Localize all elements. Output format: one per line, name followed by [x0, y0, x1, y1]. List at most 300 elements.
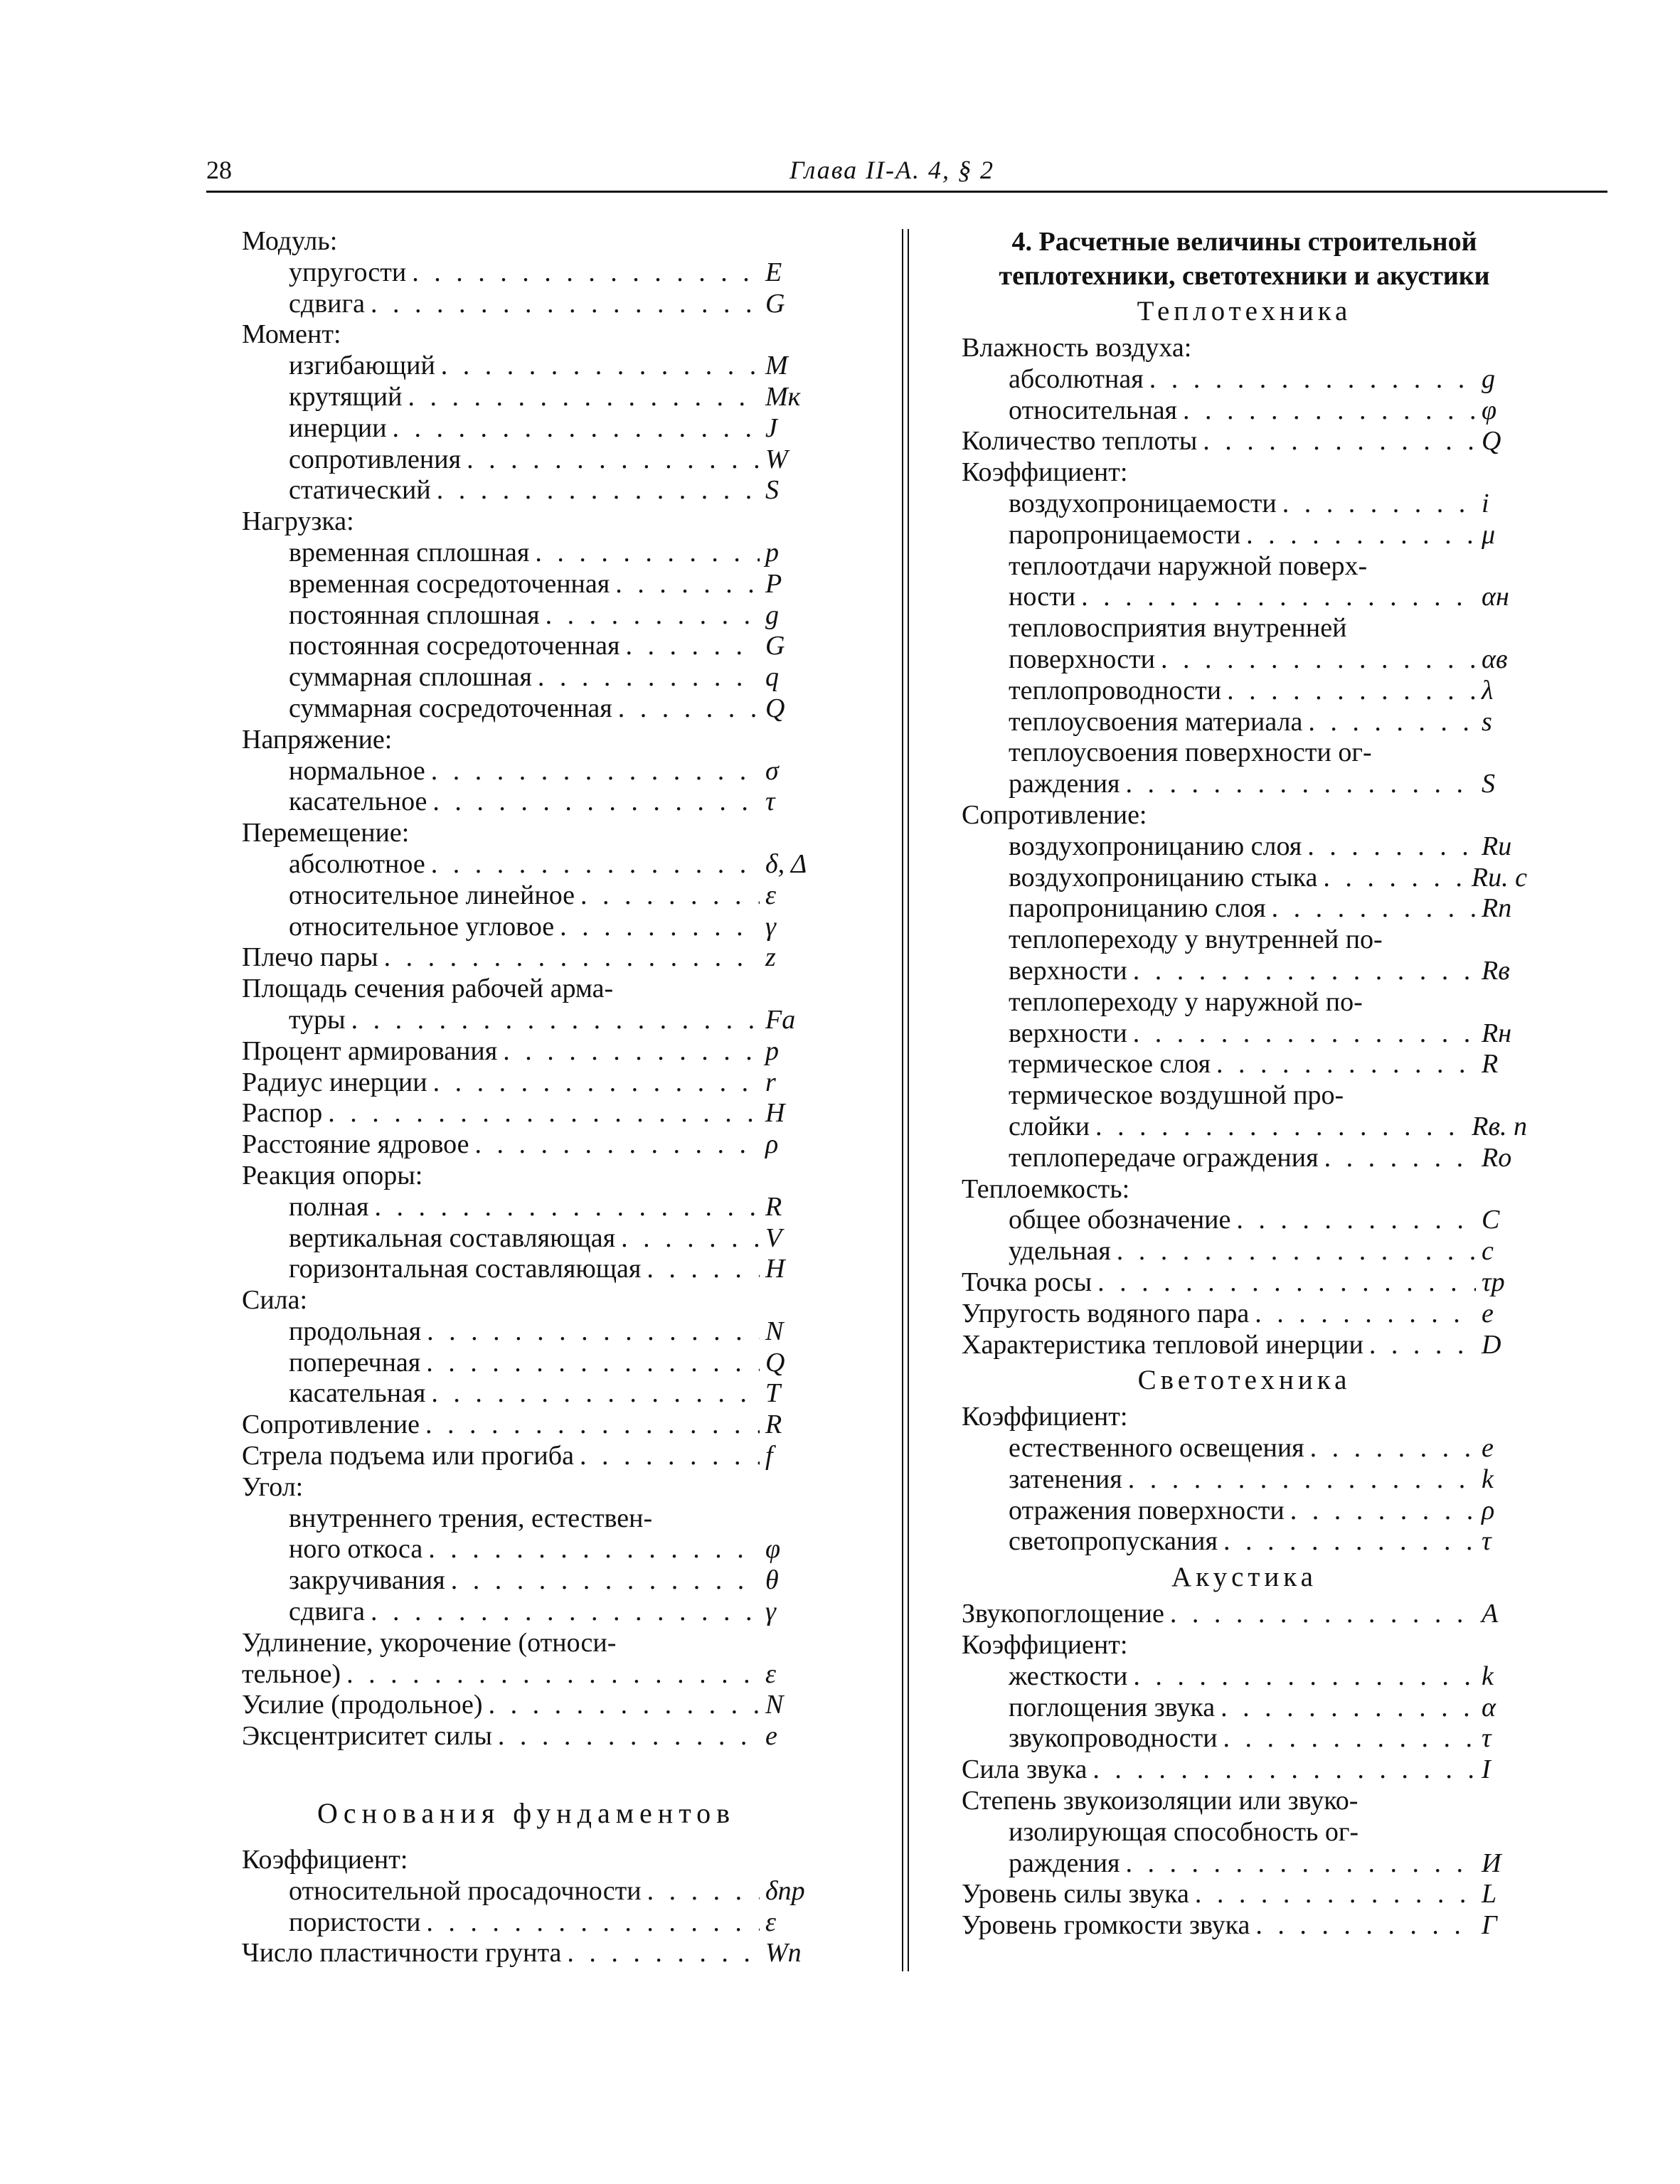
- dot-leader: [428, 1534, 760, 1565]
- dot-leader: [426, 1348, 760, 1379]
- dot-leader: [1117, 1236, 1476, 1267]
- symbol-entry: [962, 1174, 1527, 1205]
- entry-label: Коэффициент:: [962, 1630, 1128, 1661]
- entry-label: Удлинение, укорочение (относи-: [242, 1627, 617, 1658]
- symbol-entry: [242, 1690, 811, 1721]
- symbol-entry: [242, 1348, 811, 1379]
- entry-symbol: s: [1482, 706, 1492, 737]
- symbol-entry: [962, 769, 1527, 800]
- entry-label: пористости: [289, 1907, 421, 1937]
- symbol-entry: [242, 444, 811, 476]
- entry-symbol: E: [765, 257, 782, 287]
- column-divider: [902, 229, 909, 1971]
- dot-leader: [441, 351, 760, 382]
- dot-leader: [626, 631, 760, 662]
- symbol-entry: [242, 1285, 811, 1316]
- symbol-entry: [242, 1316, 811, 1348]
- dot-leader: [1125, 1848, 1476, 1880]
- symbol-entry: [962, 1299, 1527, 1330]
- symbol-entry: [962, 676, 1527, 707]
- entry-label: полная: [289, 1191, 369, 1222]
- entry-label: теплоотдачи наружной поверх-: [1009, 550, 1368, 581]
- entry-symbol: ρ: [1482, 1495, 1495, 1525]
- entry-label: относительной просадочности: [289, 1875, 642, 1906]
- symbol-entry: [242, 1036, 811, 1067]
- entry-symbol: ε: [765, 1907, 776, 1937]
- entry-label: ного откоса: [289, 1534, 423, 1565]
- dot-leader: [1128, 1464, 1476, 1496]
- dot-leader: [1095, 1112, 1466, 1143]
- symbol-entry: [962, 1205, 1527, 1236]
- entry-label: термическое воздушной про-: [1009, 1080, 1344, 1111]
- entry-label: касательное: [289, 787, 427, 817]
- symbol-entry: [242, 1192, 811, 1223]
- entry-symbol: φ: [765, 1534, 781, 1565]
- entry-label: Точка росы: [962, 1267, 1092, 1297]
- symbol-entry: [962, 1910, 1527, 1941]
- symbol-entry: [962, 1112, 1527, 1143]
- entry-symbol: Rи: [1482, 831, 1512, 861]
- dot-leader: [1223, 1723, 1476, 1754]
- entry-symbol: A: [1482, 1599, 1499, 1629]
- dot-leader: [1255, 1299, 1476, 1330]
- symbol-entry: [242, 756, 811, 787]
- entry-symbol: S: [1482, 769, 1495, 799]
- entry-label: Уровень громкости звука: [962, 1910, 1250, 1941]
- dot-leader: [1125, 769, 1476, 800]
- entry-label: общее обозначение: [1009, 1205, 1231, 1235]
- entry-label: Характеристика тепловой инерции: [962, 1329, 1363, 1360]
- entry-symbol: I: [1482, 1754, 1491, 1785]
- dot-leader: [412, 257, 760, 289]
- entry-label: Расстояние ядровое: [242, 1129, 469, 1160]
- entry-symbol: z: [765, 942, 776, 973]
- entry-label: тельное): [242, 1658, 341, 1689]
- lighting-symbol-list: [962, 1402, 1527, 1557]
- entry-label: Степень звукоизоляции или звуко-: [962, 1786, 1359, 1816]
- dot-leader: [546, 600, 760, 632]
- symbol-entry: [242, 319, 811, 351]
- symbol-entry: [962, 333, 1527, 364]
- entry-symbol: N: [765, 1690, 784, 1720]
- entry-label: Коэффициент:: [962, 457, 1128, 488]
- entry-symbol: Rв: [1482, 955, 1510, 986]
- dot-leader: [384, 942, 760, 974]
- left-column: [242, 226, 811, 1969]
- entry-label: инерции: [289, 412, 387, 443]
- entry-symbol: Q: [765, 693, 785, 723]
- entry-symbol: γ: [765, 1597, 776, 1627]
- symbol-entry: [962, 1464, 1527, 1496]
- entry-label: светопропускания: [1009, 1526, 1218, 1557]
- entry-label: теплопередаче ограждения: [1009, 1142, 1319, 1173]
- dot-leader: [1310, 1433, 1476, 1464]
- entry-label: внутреннего трения, естествен-: [289, 1503, 653, 1533]
- entry-symbol: R: [765, 1410, 782, 1440]
- dot-leader: [393, 413, 760, 444]
- dot-leader: [431, 756, 760, 787]
- symbol-entry: [242, 942, 811, 974]
- entry-label: Перемещение:: [242, 818, 410, 848]
- entry-label: упругости: [289, 257, 407, 287]
- symbol-entry: [242, 351, 811, 382]
- symbol-entry: [242, 1005, 811, 1036]
- symbol-entry: [242, 1441, 811, 1472]
- symbol-entry: [242, 1098, 811, 1129]
- symbol-entry: [962, 1018, 1527, 1050]
- dot-leader: [432, 787, 760, 818]
- entry-label: паропроницанию слоя: [1009, 893, 1266, 924]
- dot-leader: [580, 880, 760, 912]
- symbol-entry: [962, 1693, 1527, 1724]
- section-title-line-1: 4. Расчетные величины строительной: [1011, 227, 1477, 257]
- entry-label: Плечо пары: [242, 942, 378, 973]
- entry-symbol: Rв. п: [1472, 1111, 1527, 1141]
- entry-symbol: e: [1482, 1298, 1494, 1328]
- symbol-entry: [962, 863, 1527, 894]
- symbol-entry: [962, 1817, 1527, 1848]
- symbol-entry: [242, 1565, 811, 1597]
- entry-symbol: D: [1482, 1329, 1501, 1360]
- dot-leader: [535, 538, 760, 569]
- entry-label: Теплоемкость:: [962, 1173, 1130, 1204]
- entry-label: естественного освещения: [1009, 1433, 1304, 1464]
- entry-symbol: Г: [1482, 1910, 1497, 1941]
- dot-leader: [580, 1441, 760, 1472]
- dot-leader: [351, 1005, 760, 1036]
- entry-symbol: Rо: [1482, 1142, 1512, 1173]
- dot-leader: [615, 569, 760, 600]
- entry-label: относительная: [1009, 395, 1178, 425]
- symbol-entry: [962, 1049, 1527, 1080]
- symbol-entry: [242, 1938, 811, 1969]
- symbol-entry: [242, 693, 811, 725]
- entry-label: теплопроводности: [1009, 675, 1222, 705]
- dot-leader: [426, 1907, 760, 1939]
- entry-label: Уровень силы звука: [962, 1879, 1189, 1909]
- entry-symbol: Wп: [765, 1938, 802, 1969]
- entry-label: ности: [1009, 582, 1076, 612]
- entry-symbol: αв: [1482, 644, 1508, 674]
- symbol-entry: [242, 849, 811, 880]
- symbol-entry: [962, 1786, 1527, 1817]
- symbol-entry: [242, 506, 811, 538]
- entry-label: нормальное: [289, 755, 425, 786]
- entry-label: паропроницаемости: [1009, 519, 1241, 550]
- symbol-entry: [242, 818, 811, 849]
- page-number: 28: [206, 156, 232, 184]
- entry-label: теплоусвоения поверхности ог-: [1009, 737, 1372, 768]
- dot-leader: [1203, 426, 1476, 457]
- entry-symbol: μ: [1482, 519, 1496, 550]
- dot-leader: [371, 1597, 760, 1628]
- symbol-entry: [242, 1254, 811, 1285]
- entry-symbol: q: [765, 662, 779, 693]
- entry-symbol: Rп: [1482, 893, 1512, 924]
- entry-symbol: ρ: [765, 1129, 779, 1160]
- entry-label: горизонтальная составляющая: [289, 1254, 642, 1284]
- entry-symbol: λ: [1482, 675, 1494, 705]
- entry-symbol: α: [1482, 1692, 1496, 1722]
- entry-label: Процент армирования: [242, 1035, 498, 1066]
- entry-symbol: J: [765, 412, 777, 443]
- dot-leader: [560, 912, 760, 943]
- entry-symbol: e: [765, 1721, 777, 1752]
- entry-symbol: C: [1482, 1205, 1500, 1235]
- entry-label: Реакция опоры:: [242, 1160, 423, 1190]
- entry-label: Момент:: [242, 319, 341, 350]
- entry-symbol: T: [765, 1378, 781, 1409]
- entry-symbol: τр: [1482, 1267, 1505, 1297]
- dot-leader: [618, 693, 760, 725]
- entry-label: раждения: [1009, 769, 1120, 799]
- entry-symbol: Rи. с: [1471, 862, 1527, 893]
- symbol-entry: [962, 1754, 1527, 1786]
- symbol-entry: [962, 925, 1527, 956]
- dot-leader: [647, 1876, 760, 1907]
- dot-leader: [489, 1690, 760, 1721]
- dot-leader: [1227, 676, 1476, 707]
- entry-label: сопротивления: [289, 444, 462, 474]
- symbol-entry: [962, 1143, 1527, 1174]
- entry-label: относительное линейное: [289, 880, 575, 910]
- dot-leader: [1236, 1205, 1476, 1236]
- entry-label: Влажность воздуха:: [962, 333, 1192, 363]
- symbol-entry: [962, 1267, 1527, 1299]
- dot-leader: [425, 1410, 760, 1441]
- symbol-entry: [962, 426, 1527, 457]
- entry-symbol: i: [1482, 488, 1489, 518]
- symbol-entry: [962, 551, 1527, 582]
- entry-label: изолирующая способность ог-: [1009, 1816, 1359, 1847]
- dot-leader: [1369, 1330, 1476, 1361]
- entry-symbol: τ: [1482, 1526, 1492, 1557]
- entry-label: верхности: [1009, 955, 1127, 986]
- symbol-entry: [242, 631, 811, 662]
- foundations-symbol-list: [242, 1845, 811, 1969]
- symbol-entry: [962, 1723, 1527, 1754]
- symbol-entry: [962, 1433, 1527, 1464]
- dot-leader: [1149, 364, 1476, 395]
- symbol-entry: [962, 1402, 1527, 1433]
- entry-label: суммарная сплошная: [289, 662, 532, 693]
- symbol-entry: [242, 662, 811, 693]
- entry-label: постоянная сосредоточенная: [289, 631, 620, 661]
- symbol-entry: [962, 1496, 1527, 1527]
- entry-label: Сопротивление:: [962, 799, 1147, 830]
- dot-leader: [431, 1378, 760, 1410]
- entry-label: статический: [289, 475, 431, 506]
- symbol-entry: [962, 1879, 1527, 1910]
- dot-leader: [1161, 644, 1476, 676]
- symbol-entry: [962, 644, 1527, 676]
- dot-leader: [1324, 1143, 1476, 1174]
- dot-leader: [647, 1254, 760, 1285]
- left-symbol-list: [242, 226, 811, 1752]
- symbol-entry: [962, 395, 1527, 427]
- dot-leader: [1323, 863, 1466, 894]
- entry-label: термическое слоя: [1009, 1049, 1211, 1080]
- entry-symbol: g: [1482, 363, 1495, 394]
- entry-label: воздухопроницаемости: [1009, 488, 1277, 518]
- dot-leader: [1246, 520, 1476, 551]
- symbol-entry: [242, 1378, 811, 1410]
- symbol-entry: [242, 1721, 811, 1752]
- entry-label: касательная: [289, 1378, 426, 1409]
- entry-label: Угол:: [242, 1471, 304, 1502]
- symbol-entry: [242, 1472, 811, 1503]
- dot-leader: [1133, 1661, 1476, 1693]
- symbol-entry: [242, 600, 811, 632]
- entry-label: поверхности: [1009, 644, 1156, 674]
- entry-label: Площадь сечения рабочей арма-: [242, 974, 614, 1004]
- entry-label: Усилие (продольное): [242, 1690, 483, 1720]
- dot-leader: [374, 1192, 760, 1223]
- heat-engineering-heading: Теплотехника: [1137, 296, 1352, 326]
- entry-symbol: R: [765, 1191, 782, 1222]
- entry-symbol: τ: [1482, 1723, 1492, 1754]
- page-header: [206, 155, 1607, 191]
- dot-leader: [1195, 1879, 1476, 1910]
- dot-leader: [1272, 893, 1476, 925]
- entry-symbol: Rн: [1482, 1018, 1512, 1048]
- symbol-entry: [242, 1161, 811, 1192]
- entry-label: Распор: [242, 1098, 323, 1129]
- symbol-entry: [242, 413, 811, 444]
- entry-symbol: Fа: [765, 1004, 796, 1035]
- dot-leader: [427, 1316, 760, 1348]
- entry-symbol: Q: [1482, 426, 1501, 457]
- dot-leader: [1216, 1049, 1476, 1080]
- entry-symbol: W: [765, 444, 788, 474]
- dot-leader: [498, 1721, 760, 1752]
- entry-symbol: R: [1482, 1049, 1499, 1080]
- dot-leader: [431, 849, 760, 880]
- entry-label: тепловосприятия внутренней: [1009, 613, 1347, 644]
- entry-label: абсолютное: [289, 848, 425, 879]
- symbol-entry: [242, 289, 811, 320]
- dot-leader: [1170, 1599, 1476, 1630]
- dot-leader: [437, 475, 760, 506]
- symbol-entry: [962, 800, 1527, 831]
- symbol-entry: [242, 257, 811, 289]
- entry-symbol: g: [765, 600, 779, 630]
- dot-leader: [1081, 582, 1476, 613]
- entry-label: суммарная сосредоточенная: [289, 693, 612, 723]
- symbol-entry: [242, 1223, 811, 1255]
- entry-label: Коэффициент:: [962, 1402, 1128, 1432]
- symbol-entry: [962, 1848, 1527, 1880]
- dot-leader: [1092, 1754, 1476, 1786]
- entry-label: раждения: [1009, 1848, 1120, 1878]
- symbol-entry: [962, 520, 1527, 551]
- entry-label: теплоусвоения материала: [1009, 706, 1303, 737]
- entry-symbol: Mк: [765, 381, 801, 412]
- entry-label: удельная: [1009, 1236, 1111, 1267]
- entry-label: звукопроводности: [1009, 1723, 1218, 1754]
- entry-label: относительное угловое: [289, 911, 555, 942]
- symbol-entry: [242, 538, 811, 569]
- symbol-entry: [962, 1080, 1527, 1112]
- entry-symbol: L: [1482, 1879, 1497, 1909]
- dot-leader: [1282, 489, 1476, 520]
- symbol-entry: [242, 1845, 811, 1876]
- entry-label: теплопереходу у внутренней по-: [1009, 925, 1383, 955]
- entry-label: вертикальная составляющая: [289, 1222, 616, 1253]
- symbol-entry: [962, 707, 1527, 738]
- entry-symbol: δпр: [765, 1875, 805, 1906]
- symbol-entry: [962, 1599, 1527, 1630]
- symbol-entry: [962, 613, 1527, 644]
- symbol-entry: [242, 1503, 811, 1535]
- entry-symbol: S: [765, 475, 779, 506]
- entry-label: поперечная: [289, 1347, 421, 1378]
- entry-label: сдвига: [289, 288, 365, 319]
- symbol-entry: [962, 489, 1527, 520]
- symbol-entry: [242, 1876, 811, 1907]
- dot-leader: [1290, 1496, 1476, 1527]
- entry-label: Нагрузка:: [242, 506, 354, 537]
- symbol-entry: [242, 569, 811, 600]
- entry-label: поглощения звука: [1009, 1692, 1216, 1722]
- dot-leader: [328, 1098, 760, 1129]
- entry-label: отражения поверхности: [1009, 1495, 1285, 1525]
- entry-symbol: e: [1482, 1433, 1494, 1464]
- entry-symbol: c: [1482, 1236, 1494, 1267]
- dot-leader: [346, 1659, 760, 1690]
- entry-label: закручивания: [289, 1565, 445, 1596]
- dot-leader: [567, 1938, 760, 1969]
- symbol-entry: [962, 364, 1527, 395]
- entry-label: Модуль:: [242, 226, 338, 256]
- entry-label: верхности: [1009, 1018, 1127, 1048]
- dot-leader: [621, 1223, 760, 1255]
- entry-symbol: f: [765, 1441, 773, 1471]
- acoustics-symbol-list: [962, 1599, 1527, 1941]
- entry-label: Звукопоглощение: [962, 1599, 1164, 1629]
- symbol-entry: [962, 893, 1527, 925]
- symbol-entry: [242, 912, 811, 943]
- dot-leader: [1133, 956, 1476, 987]
- dot-leader: [1183, 395, 1476, 427]
- entry-symbol: αн: [1482, 582, 1509, 612]
- entry-label: Сила:: [242, 1285, 308, 1316]
- right-column: [962, 226, 1527, 1941]
- entry-symbol: γ: [765, 911, 776, 942]
- entry-symbol: θ: [765, 1565, 779, 1596]
- entry-symbol: P: [765, 568, 782, 599]
- entry-symbol: k: [1482, 1661, 1494, 1691]
- entry-symbol: p: [765, 537, 779, 568]
- entry-label: крутящий: [289, 381, 403, 412]
- entry-symbol: τ: [765, 787, 775, 817]
- entry-label: Сила звука: [962, 1754, 1088, 1785]
- header-rule: [206, 191, 1607, 193]
- entry-label: жесткости: [1009, 1661, 1128, 1691]
- entry-symbol: G: [765, 631, 785, 661]
- entry-label: Сопротивление: [242, 1410, 420, 1440]
- symbol-entry: [242, 1659, 811, 1690]
- entry-label: воздухопроницанию слоя: [1009, 831, 1302, 861]
- entry-symbol: p: [765, 1035, 779, 1066]
- entry-label: воздухопроницанию стыка: [1009, 862, 1318, 893]
- entry-symbol: И: [1482, 1848, 1501, 1878]
- entry-label: Количество теплоты: [962, 426, 1198, 457]
- entry-label: слойки: [1009, 1111, 1090, 1141]
- symbol-entry: [962, 1630, 1527, 1661]
- dot-leader: [1223, 1526, 1476, 1557]
- entry-symbol: k: [1482, 1464, 1494, 1494]
